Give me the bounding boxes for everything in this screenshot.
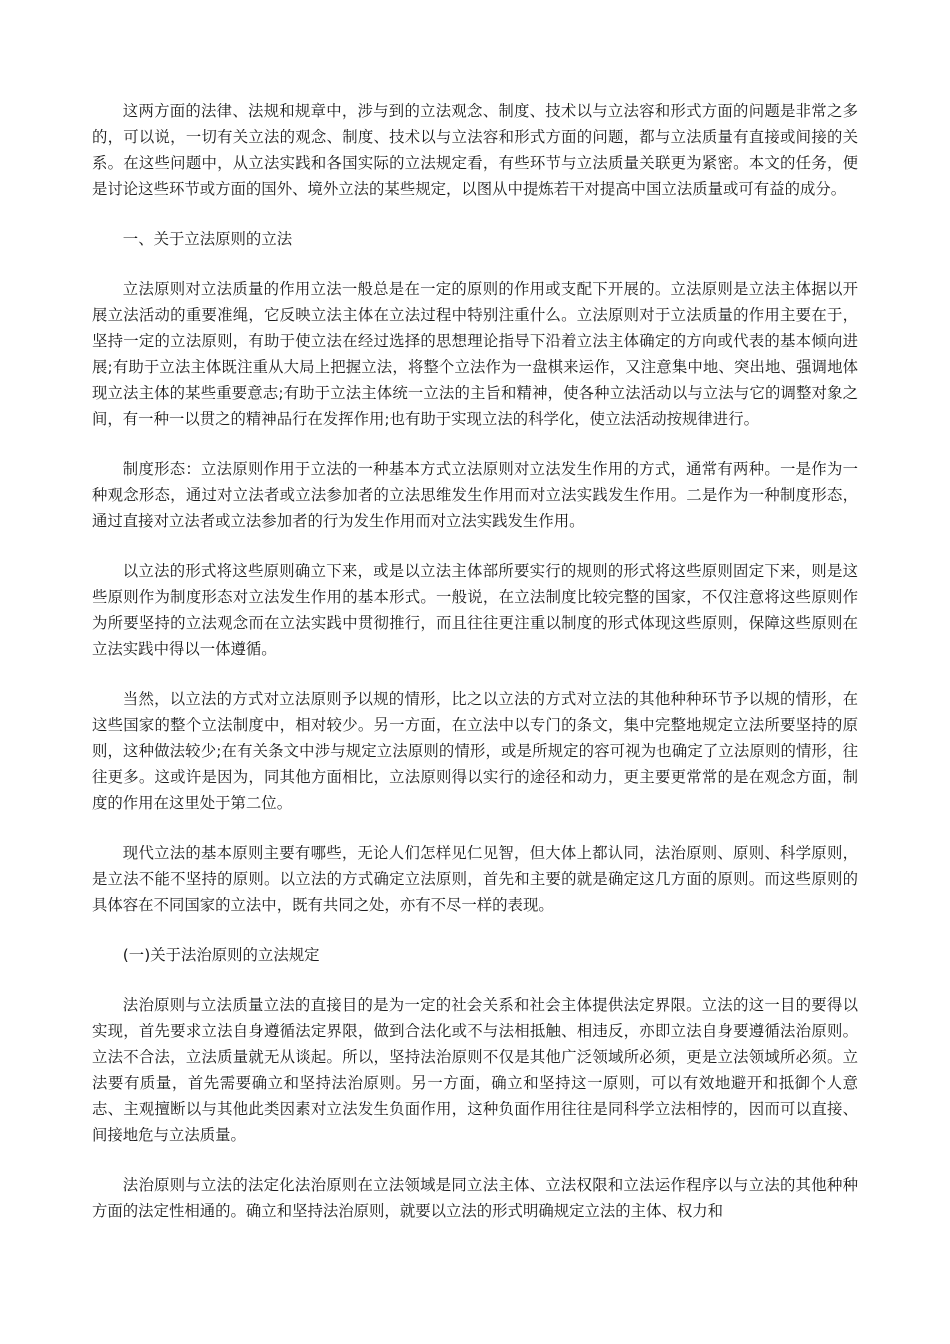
paragraph-institutional-form: 制度形态：立法原则作用于立法的一种基本方式立法原则对立法发生作用的方式，通常有两种。一是作为一种观念形态，通过对立法者或立法参加者的立法思维发生作用而对立法实践发生作用。二是作为一种制度形态，通过直接对立法者或立法参加者的行为发生作用而对立法实践发生作用。 <box>92 460 858 530</box>
paragraph-rule-of-law-quality: 法治原则与立法质量立法的直接目的是为一定的社会关系和社会主体提供法定界限。立法的这一目的要得以实现，首先要求立法自身遵循法定界限，做到合法化或不与法相抵触、相违反，亦即立法自身要遵循法治原则。立法不合法，立法质量就无从谈起。所以，坚持法治原则不仅是其他广泛领域所必须，更是立法领域所必须。立法要有质量，首先需要确立和坚持法治原则。另一方面，确立和坚持这一原则，可以有效地避开和抵御个人意志、主观擅断以与其他此类因素对立法发生负面作用，这种负面作用往往是同科学立法相悖的，因而可以直接、间接地危与立法质量。 <box>92 996 858 1144</box>
paragraph-modern-principles: 现代立法的基本原则主要有哪些，无论人们怎样见仁见智，但大体上都认同，法治原则、原则、科学原则，是立法不能不坚持的原则。以立法的方式确定立法原则，首先和主要的就是确定这几方面的原则。而这些原则的具体容在不同国家的立法中，既有共同之处，亦有不尽一样的表现。 <box>92 844 858 914</box>
paragraph-regulation-cases: 当然，以立法的方式对立法原则予以规的情形，比之以立法的方式对立法的其他种种环节予以规的情形，在这些国家的整个立法制度中，相对较少。另一方面，在立法中以专门的条文，集中完整地规定立法所要坚持的原则，这种做法较少;在有关条文中涉与规定立法原则的情形，或是所规定的容可视为也确定了立法原则的情形，往往更多。这或许是因为，同其他方面相比，立法原则得以实行的途径和动力，更主要更常常的是在观念方面，制度的作用在这里处于第二位。 <box>92 690 858 812</box>
subsection-heading-rule-of-law: (一)关于法治原则的立法规定 <box>122 946 320 964</box>
document-body <box>92 98 858 1248</box>
paragraph-legal-form: 以立法的形式将这些原则确立下来，或是以立法主体部所要实行的规则的形式将这些原则固定下来，则是这些原则作为制度形态对立法发生作用的基本形式。一般说，在立法制度比较完整的国家，不仅注意将这些原则作为所要坚持的立法观念而在立法实践中贯彻推行，而且往往更注重以制度的形式体现这些原则，保障这些原则在立法实践中得以一体遵循。 <box>92 562 858 658</box>
paragraph-intro: 这两方面的法律、法规和规章中，涉与到的立法观念、制度、技术以与立法容和形式方面的问题是非常之多的，可以说，一切有关立法的观念、制度、技术以与立法容和形式方面的问题，都与立法质量有直接或间接的关系。在这些问题中，从立法实践和各国实际的立法规定看，有些环节与立法质量关联更为紧密。本文的任务，便是讨论这些环节或方面的国外、境外立法的某些规定，以图从中提炼若干对提高中国立法质量或可有益的成分。 <box>92 102 858 198</box>
paragraph-principle-effect: 立法原则对立法质量的作用立法一般总是在一定的原则的作用或支配下开展的。立法原则是立法主体据以开展立法活动的重要准绳，它反映立法主体在立法过程中特别注重什么。立法原则对于立法质量的作用主要在于，坚持一定的立法原则，有助于使立法在经过选择的思想理论指导下沿着立法主体确定的方向或代表的基本倾向进展;有助于立法主体既注重从大局上把握立法，将整个立法作为一盘棋来运作，又注意集中地、突出地、强调地体现立法主体的某些重要意志;有助于立法主体统一立法的主旨和精神，使各种立法活动以与立法与它的调整对象之间，有一种一以贯之的精神品行在发挥作用;也有助于实现立法的科学化，使立法活动按规律进行。 <box>92 280 858 428</box>
paragraph-rule-of-law-legalization: 法治原则与立法的法定化法治原则在立法领域是同立法主体、立法权限和立法运作程序以与立法的其他种种方面的法定性相通的。确立和坚持法治原则，就要以立法的形式明确规定立法的主体、权力和 <box>92 1176 858 1220</box>
section-heading-legislative-principles: 一、关于立法原则的立法 <box>122 230 293 248</box>
